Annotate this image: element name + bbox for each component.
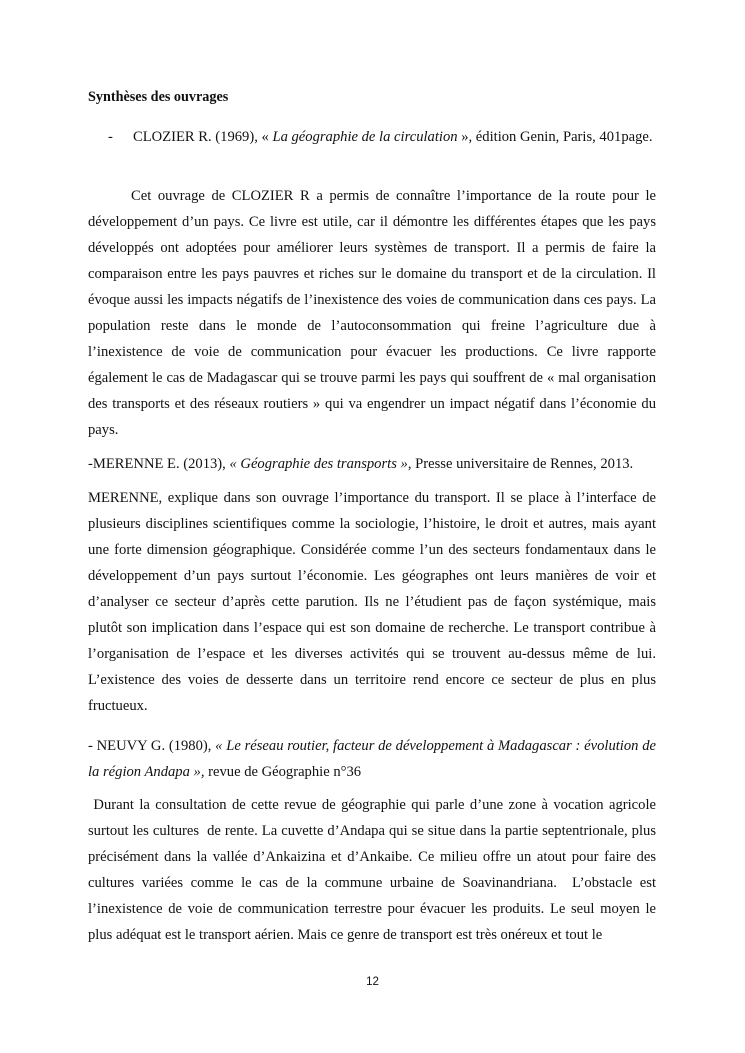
bibliography-entry-clozier — [108, 124, 656, 150]
neuvy-author: - NEUVY G. (1980), — [88, 738, 216, 754]
merenne-title: « Géographie des transports » — [229, 456, 408, 472]
page-number: 12 — [366, 976, 379, 988]
merenne-author: -MERENNE E. (2013), — [88, 456, 230, 472]
paragraph-neuvy-summary: Durant la consultation de cette revue de géographie qui parle d’une zone à vocation agricole surtout les cultures de rente. La cuvette d’Andapa qui se situe dans la partie septentrionale, plus précisément dans la vallée d’Ankaizina et d’Ankaibe. Ce milieu offre un atout pour faire des cultures variées comme le cas de la commune urbaine de Soavinandriana. L’obstacle est l’inexistence de voie de communication terrestre pour évacuer les produits. Le seul moyen le plus adéquat est le transport aérien. Mais ce genre de transport est très onéreux et tout le — [88, 797, 660, 943]
section-heading: Synthèses des ouvrages — [88, 89, 229, 105]
clozier-publisher: », édition Genin, Paris, 401page. — [457, 129, 653, 145]
bibliography-entry-neuvy — [88, 733, 656, 785]
bibliography-entry-merenne — [88, 451, 656, 477]
list-dash: - — [108, 129, 113, 145]
paragraph-clozier-summary: Cet ouvrage de CLOZIER R a permis de connaître l’importance de la route pour le développement d’un pays. Ce livre est utile, car il démontre les différentes étapes que les pays développés ont adoptées pour améliorer leurs systèmes de transport. Il a permis de faire la comparaison entre les pays pauvres et riches sur le domaine du transport et de la circulation. Il évoque aussi les impacts négatifs de l’inexistence des voies de communication dans ces pays. La population reste dans le monde de l’autoconsommation qui freine l’agriculture due à l’inexistence de voie de communication pour évacuer les productions. Ce livre rapporte également le cas de Madagascar qui se trouve parmi les pays qui souffrent de « mal organisation des transports et des réseaux routiers » qui va engendrer un impact négatif dans l’économie du pays. — [88, 188, 656, 438]
clozier-author: CLOZIER R. (1969), « — [133, 129, 273, 145]
clozier-title: La géographie de la circulation — [272, 129, 458, 145]
paragraph-merenne-summary: MERENNE, explique dans son ouvrage l’importance du transport. Il se place à l’interface de plusieurs disciplines scientifiques comme la sociologie, l’histoire, le droit et autres, mais ayant une forte dimension géographique. Considérée comme l’un des secteurs fondamentaux dans le développement d’un pays surtout l’économie. Les géographes ont leurs manières de voir et d’analyser ce secteur d’après cette parution. Ils ne l’étudient pas de façon systémique, mais plutôt son implication dans l’espace qui est son domaine de recherche. Le transport contribue à l’organisation de l’espace et les diverses activités qui se trouvent au-dessus même de lui. L’existence des voies de desserte dans un territoire rend encore ce secteur de plus en plus fructueux. — [88, 490, 656, 714]
merenne-publisher: , Presse universitaire de Rennes, 2013. — [407, 456, 634, 472]
bibliography-entry-text — [133, 124, 656, 150]
neuvy-title: « Le réseau routier, facteur de développement à Madagascar : évolution de la région Andapa », — [88, 738, 656, 780]
neuvy-publisher: revue de Géographie n°36 — [204, 764, 362, 780]
